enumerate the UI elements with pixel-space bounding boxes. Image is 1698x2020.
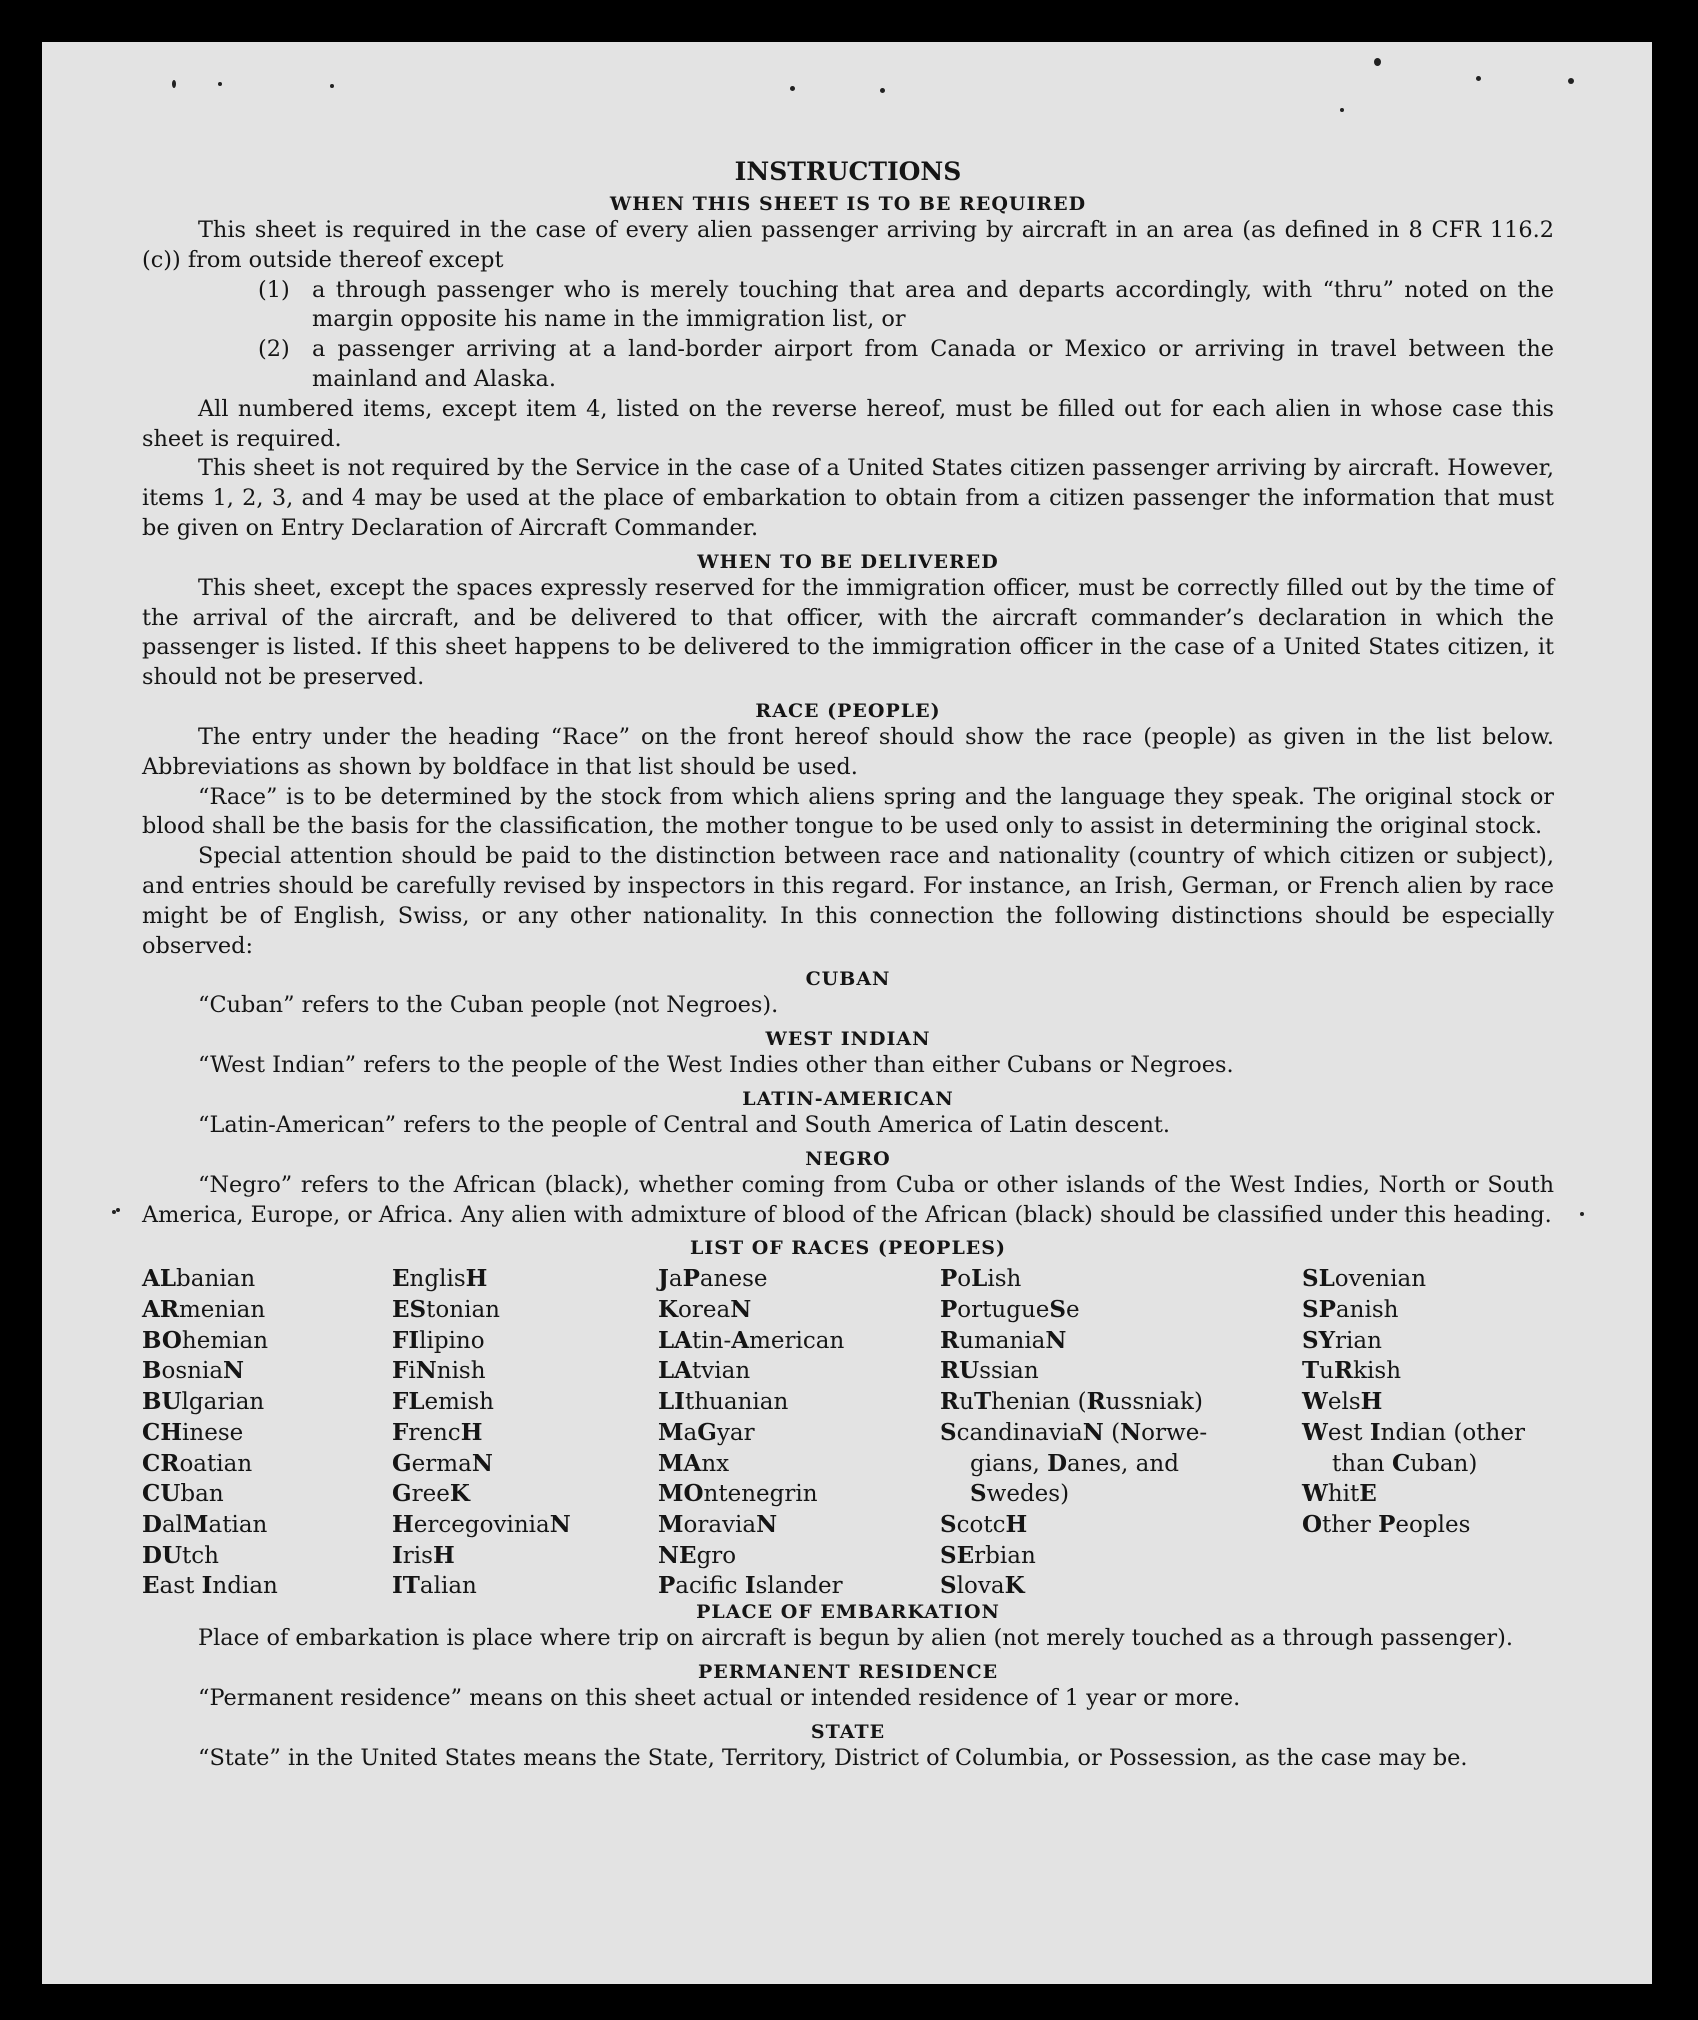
race-entry: MoraviaN — [658, 1510, 778, 1538]
speck — [1476, 76, 1481, 81]
race-entry: CHinese — [142, 1418, 244, 1446]
paragraph: “Race” is to be determined by the stock from which aliens spring and the language they speak. The original stock or blood shall be the basis for the classification, the mother tongue to be used only to assist in determining the original stock. — [142, 783, 1554, 840]
race-entry: LIthuanian — [658, 1388, 789, 1416]
race-entry-continued: than Cuban) — [1332, 1449, 1478, 1477]
list-item — [258, 276, 1554, 336]
race-entry: ARmenian — [142, 1296, 266, 1324]
heading-list-of-races: LIST OF RACES (PEOPLES) — [690, 1237, 1006, 1260]
race-entry: LAtvian — [658, 1357, 751, 1385]
item-number: (2) — [258, 336, 290, 363]
race-entry-continued: gians, Danes, and — [970, 1449, 1179, 1477]
paragraph: “West Indian” refers to the people of the West Indies other than either Cubans or Negroes. — [198, 1052, 1234, 1079]
race-entry: RUssian — [940, 1357, 1039, 1385]
races-column — [1302, 1264, 1525, 1540]
heading-cuban: CUBAN — [805, 968, 891, 991]
race-entry: East Indian — [142, 1572, 278, 1600]
race-entry: ScotcH — [940, 1510, 1028, 1538]
item-text: a through passenger who is merely touching that area and departs accordingly, with “thru” noted on the margin opposite his name in the immigration list, or — [312, 276, 1554, 333]
paragraph: “Negro” refers to the African (black), whether coming from Cuba or other islands of the West Indies, North or South America, Europe, or Africa. Any alien with admixture of blood of the African (black) should be classified under this heading. — [142, 1171, 1554, 1228]
race-entry: SLovenian — [1302, 1265, 1427, 1293]
heading-when-required: WHEN THIS SHEET IS TO BE REQUIRED — [609, 193, 1087, 215]
heading-negro: NEGRO — [805, 1147, 891, 1170]
race-entry: DUtch — [142, 1541, 219, 1569]
races-column — [940, 1264, 1207, 1602]
race-entry: ScandinaviaN (Norwe- — [940, 1418, 1208, 1446]
race-entry: Pacifc Islander — [658, 1572, 843, 1600]
race-entry: IrisH — [392, 1541, 455, 1569]
race-entry: BosniaN — [142, 1357, 245, 1385]
race-entry: DalMatian — [142, 1510, 268, 1538]
heading-west-indian: WEST INDIAN — [765, 1028, 931, 1051]
race-entry: EStonian — [392, 1296, 500, 1324]
paragraph: The entry under the heading “Race” on the front hereof should show the race (people) as given in the list below. Abbreviations as shown by boldface in that list should be used. — [142, 723, 1554, 780]
speck — [1580, 1212, 1584, 1216]
paragraph: “Permanent residence” means on this sheet actual or intended residence of 1 year or more. — [198, 1685, 1241, 1712]
instructions-content — [142, 118, 1554, 1774]
paragraph: Place of embarkation is place where trip on aircraft is begun by alien (not merely touched as a through passenger). — [198, 1625, 1513, 1652]
race-entry: WelsH — [1302, 1388, 1383, 1416]
race-entry: CUban — [142, 1480, 224, 1508]
race-entry: TuRkish — [1302, 1357, 1402, 1385]
race-entry: ALbanian — [142, 1265, 256, 1293]
heading-race: RACE (PEOPLE) — [755, 699, 941, 722]
speck — [116, 1208, 120, 1212]
document-page — [42, 42, 1652, 1984]
race-entry-continued: Swedes) — [970, 1480, 1070, 1508]
race-entry: MAnx — [658, 1449, 730, 1477]
list-item — [258, 335, 1554, 395]
paragraph: This sheet is required in the case of every alien passenger arriving by aircraft in an area (as defined in 8 CFR 116.2 (c)) from outside thereof except — [142, 217, 1554, 273]
paragraph: This sheet is not required by the Service in the case of a United States citizen passenger arriving by aircraft. However, items 1, 2, 3, and 4 may be used at the place of embarkation to obtain from a citizen passenger the information that must be given on Entry Declaration of Aircraft Commander. — [142, 455, 1554, 541]
race-entry: PoLish — [940, 1265, 1022, 1293]
heading-permanent-residence: PERMANENT RESIDENCE — [697, 1661, 999, 1684]
speck — [218, 82, 222, 86]
speck — [172, 80, 176, 88]
race-entry: CRoatian — [142, 1449, 253, 1477]
race-entry: KoreaN — [658, 1296, 752, 1324]
race-entry: ITalian — [392, 1572, 477, 1600]
race-entry: BOhemian — [142, 1326, 269, 1354]
race-entry: GreeK — [392, 1480, 470, 1508]
races-column — [392, 1264, 571, 1602]
item-text: a passenger arriving at a land-border airport from Canada or Mexico or arriving in travel between the mainland and Alaska. — [312, 336, 1554, 392]
race-entry: JaPanese — [658, 1265, 768, 1293]
speck — [1374, 58, 1381, 66]
page-title: INSTRUCTIONS — [734, 157, 962, 186]
race-entry: FLemish — [392, 1388, 494, 1416]
race-entry: RuThenian (Russniak) — [940, 1388, 1203, 1416]
race-entry: West Indian (other — [1302, 1418, 1525, 1446]
speck — [1340, 108, 1344, 112]
paragraph: “Latin-American” refers to the people of Central and South America of Latin descent. — [198, 1111, 1171, 1138]
race-entry: EnglisH — [392, 1265, 488, 1293]
race-entry: FiNnish — [392, 1357, 486, 1385]
heading-state: STATE — [810, 1720, 886, 1743]
race-entry: PortugueSe — [940, 1296, 1080, 1324]
race-entry: MaGyar — [658, 1418, 755, 1446]
race-entry: FIlipino — [392, 1326, 485, 1354]
paragraph: All numbered items, except item 4, listed on the reverse hereof, must be filled out for each alien in whose case this sheet is required. — [142, 395, 1554, 452]
speck — [330, 84, 334, 88]
race-entry: HercegoviniaN — [392, 1510, 571, 1538]
race-entry: GermaN — [392, 1449, 493, 1477]
heading-latin-american: LATIN-AMERICAN — [742, 1087, 954, 1110]
race-entry: BUlgarian — [142, 1388, 265, 1416]
speck — [880, 88, 885, 93]
race-entry: MOntenegrin — [658, 1480, 818, 1508]
race-entry: SlovaK — [940, 1572, 1025, 1600]
race-entry: RumaniaN — [940, 1326, 1067, 1354]
races-column — [658, 1264, 844, 1602]
race-entry: WhitE — [1302, 1480, 1377, 1508]
heading-when-delivered: WHEN TO BE DELIVERED — [697, 550, 999, 573]
paragraph: Special attention should be paid to the distinction between race and nationality (country of which citizen or subject), and entries should be carefully revised by inspectors in this regard. For instance, an Irish, German, or French alien by race might be of English, Swiss, or any other nationality. In this connection the following distinctions should be especially observed: — [142, 843, 1554, 959]
item-number: (1) — [258, 276, 290, 303]
race-entry: LAtin-American — [658, 1326, 845, 1354]
races-list — [142, 1264, 1554, 1600]
races-column — [142, 1264, 278, 1602]
race-entry: FrencH — [392, 1418, 483, 1446]
heading-place-of-embarkation: PLACE OF EMBARKATION — [696, 1601, 1000, 1624]
paragraph: “State” in the United States means the State, Territory, District of Columbia, or Possession, as the case may be. — [198, 1744, 1468, 1771]
speck — [1568, 78, 1574, 84]
race-entry: Other Peoples — [1302, 1510, 1471, 1538]
race-entry: SErbian — [940, 1541, 1036, 1569]
race-entry: SPanish — [1302, 1296, 1399, 1324]
paragraph: This sheet, except the spaces expressly reserved for the immigration officer, must be correctly filled out by the time of the arrival of the aircraft, and be delivered to that officer, with the aircraft commander’s declaration in which the passenger is listed. If this sheet happens to be delivered to the immigration officer in the case of a United States citizen, it should not be preserved. — [142, 574, 1554, 691]
race-entry: SYrian — [1302, 1326, 1382, 1354]
race-entry: NEgro — [658, 1541, 737, 1569]
paragraph: “Cuban” refers to the Cuban people (not Negroes). — [198, 992, 779, 1019]
speck — [790, 86, 795, 91]
